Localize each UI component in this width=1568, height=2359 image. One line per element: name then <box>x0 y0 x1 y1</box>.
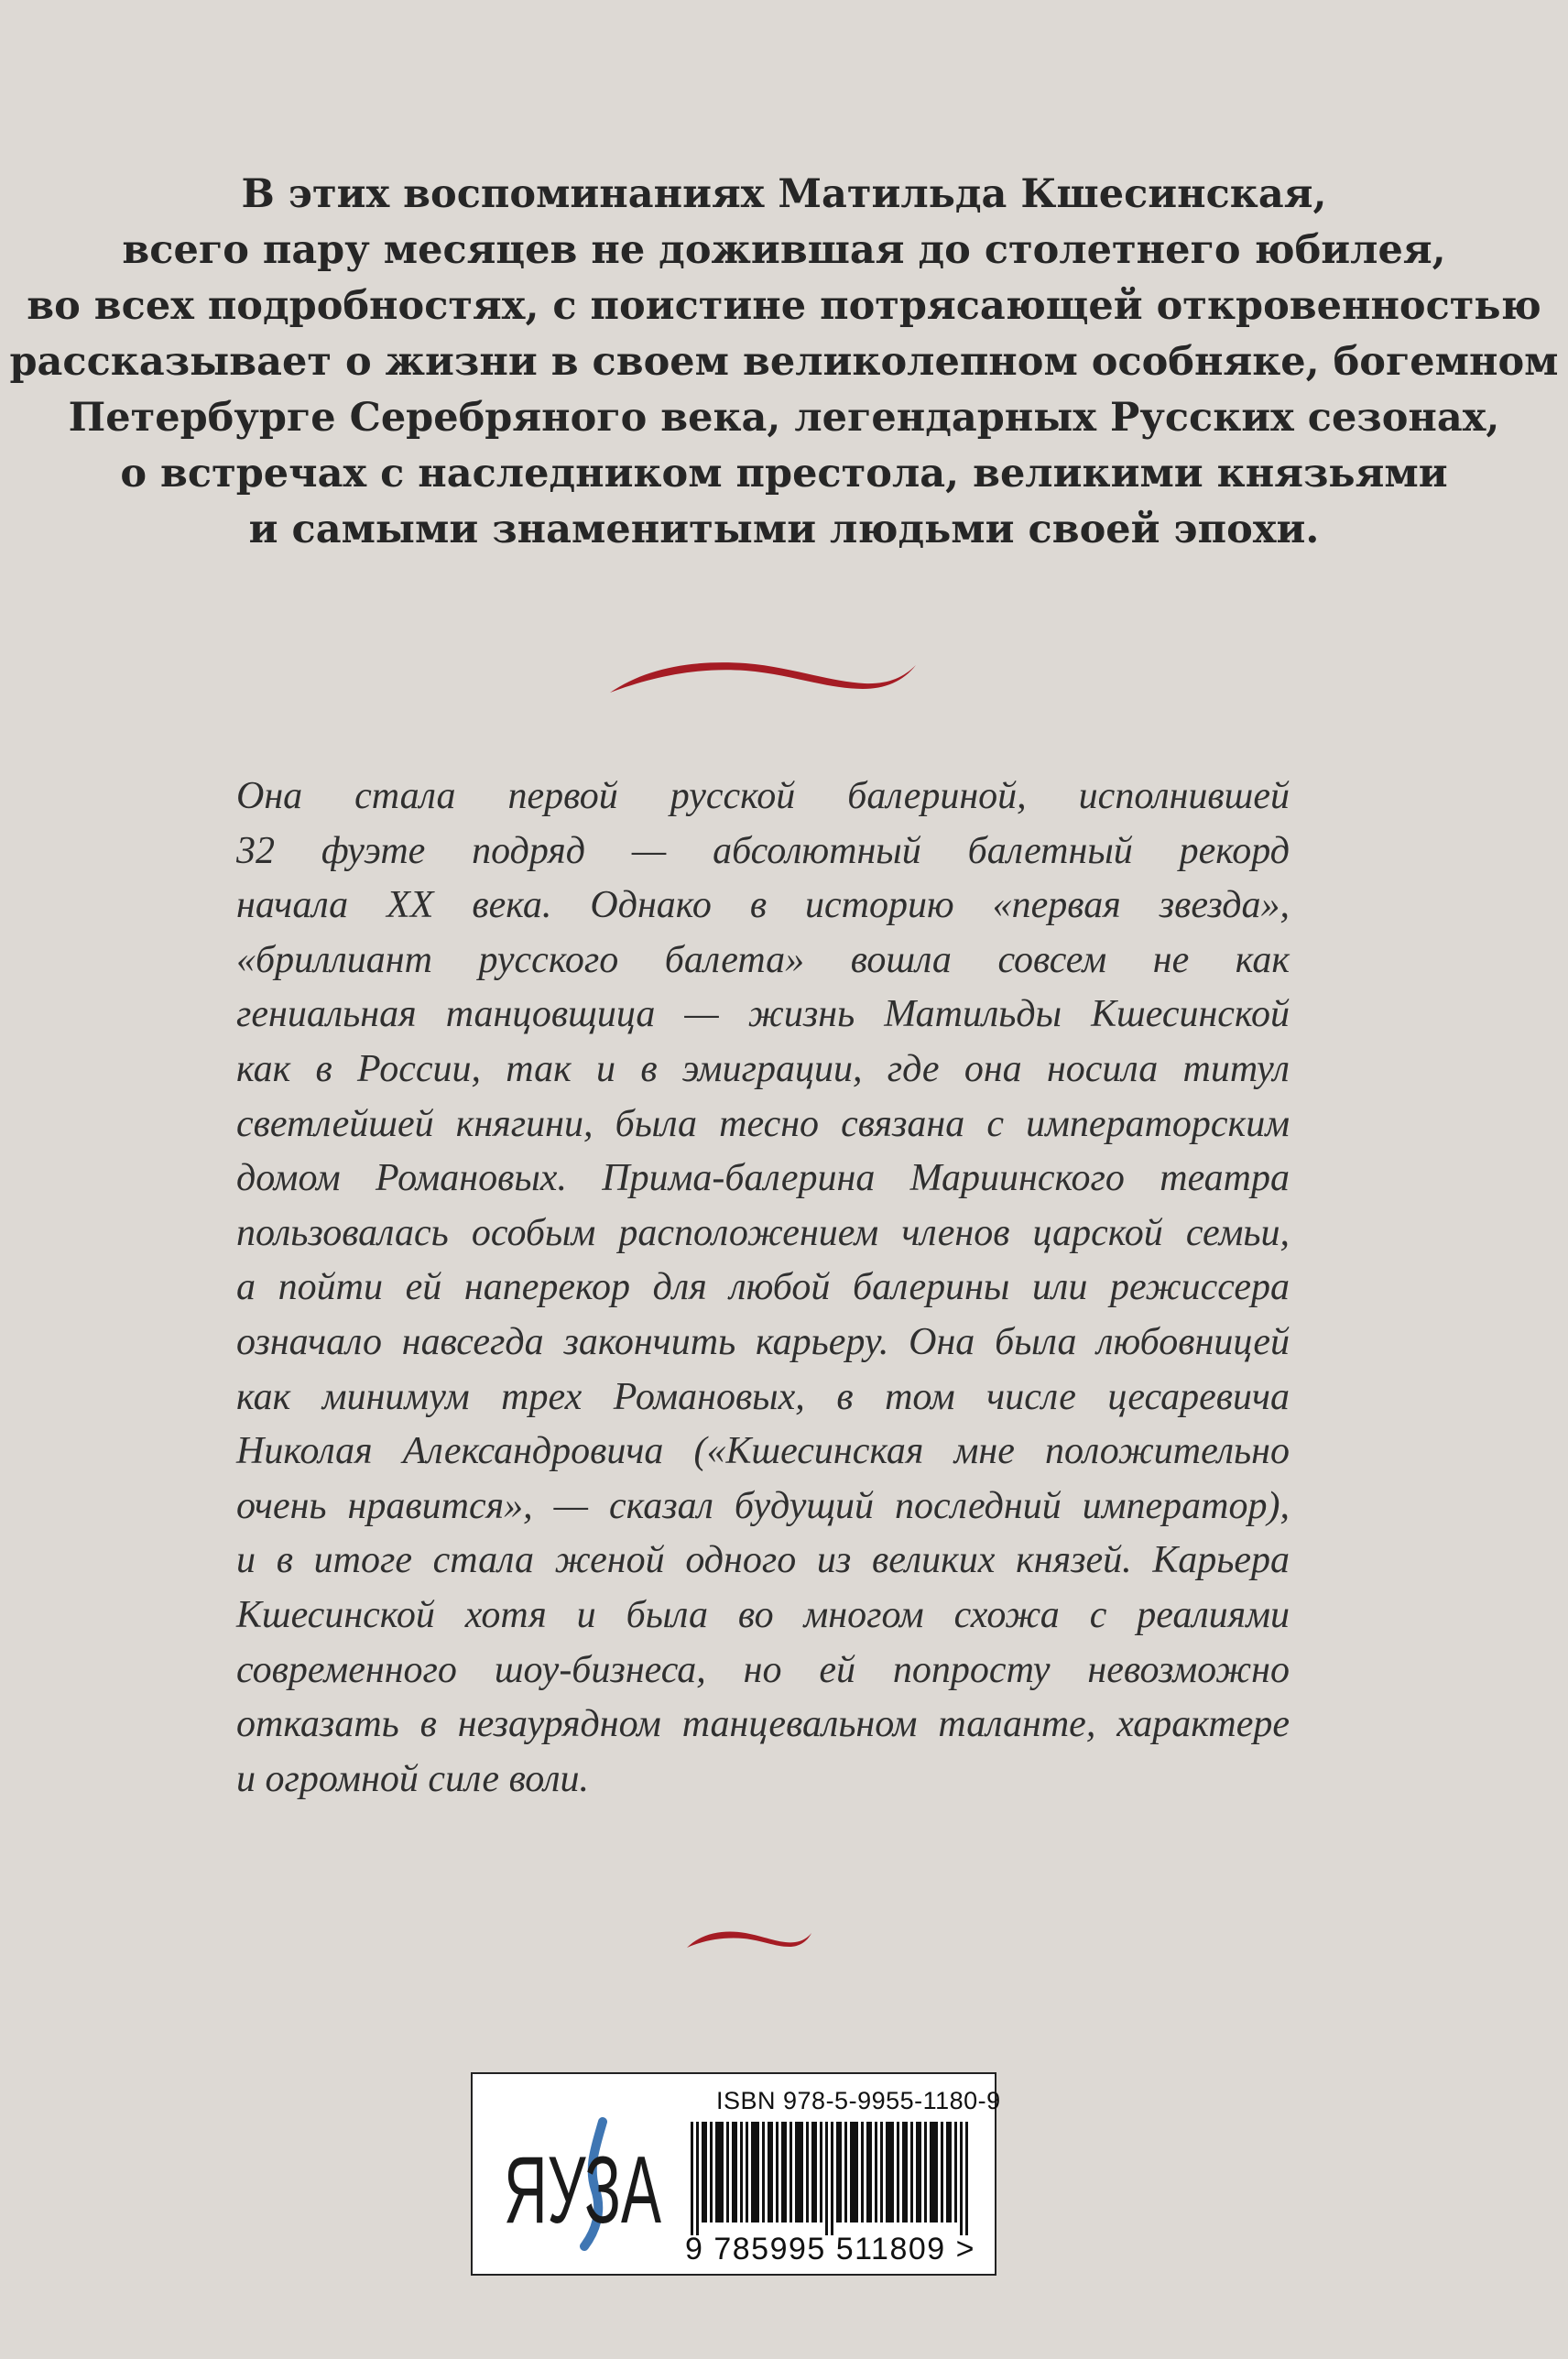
body-line: отказать в незаурядном танцевальном таланте, характере <box>236 1703 1290 1746</box>
body-line: и в итоге стала женой одного из великих князей. Карьера <box>236 1539 1290 1582</box>
body-line: пользовалась особым расположением членов царской семьи, <box>236 1211 1290 1254</box>
body-line: Николая Александровича («Кшесинская мне положительно <box>236 1430 1290 1473</box>
body-line: гениальная танцовщица — жизнь Матильды Кшесинской <box>236 993 1290 1036</box>
isbn-number: ISBN 978-5-9955-1180-9 <box>716 2087 1001 2114</box>
body-line: Кшесинской хотя и была во многом схожа с реалиями <box>236 1593 1290 1636</box>
lead-line: всего пару месяцев не дожившая до столетнего юбилея, <box>122 227 1446 273</box>
barcode-icon <box>691 2122 984 2235</box>
lead-line: В этих воспоминаниях Матильда Кшесинская, <box>241 171 1327 217</box>
barcode-panel <box>471 2072 1001 2276</box>
publisher-logo-text: ЯУЗА <box>504 2137 662 2244</box>
body-line: Она стала первой русской балериной, исполнившей <box>236 775 1290 817</box>
body-line: как в России, так и в эмиграции, где она носила титул <box>236 1047 1290 1090</box>
lead-paragraph <box>0 167 1568 558</box>
body-line: а пойти ей наперекор для любой балерины или режиссера <box>236 1266 1290 1309</box>
swash-ornament-icon <box>685 1924 813 1949</box>
body-line: «бриллиант русского балета» вошла совсем не как <box>236 938 1290 981</box>
body-line: 32 фуэте подряд — абсолютный балетный рекорд <box>236 829 1290 872</box>
publisher-logo <box>500 2120 665 2248</box>
lead-line: во всех подробностях, с поистине потрясающей откровенностью <box>27 283 1541 329</box>
lead-line: Петербурге Серебряного века, легендарных Русских сезонах, <box>68 395 1500 441</box>
body-line: означало навсегда закончить карьеру. Она была любовницей <box>236 1320 1290 1363</box>
body-line: светлейшей княгини, была тесно связана с императорским <box>236 1102 1290 1145</box>
body-line: современного шоу-бизнеса, но ей попросту невозможно <box>236 1648 1290 1691</box>
lead-line: рассказывает о жизни в своем великолепном особняке, богемном <box>9 339 1559 385</box>
ean-number: 9 785995 511809 > <box>685 2232 975 2266</box>
body-line: домом Романовых. Прима-балерина Мариинского театра <box>236 1157 1290 1200</box>
body-line: начала XX века. Однако в историю «первая звезда», <box>236 884 1290 927</box>
body-line: и огромной силе воли. <box>236 1757 590 1800</box>
lead-line: о встречах с наследником престола, великими князьями <box>120 451 1448 497</box>
body-line: как минимум трех Романовых, в том числе цесаревича <box>236 1375 1290 1418</box>
lead-line: и самыми знаменитыми людьми своей эпохи. <box>248 507 1320 552</box>
body-paragraph <box>236 770 1290 1807</box>
body-line: очень нравится», — сказал будущий последний император), <box>236 1484 1290 1527</box>
swash-ornament-icon <box>608 641 920 696</box>
